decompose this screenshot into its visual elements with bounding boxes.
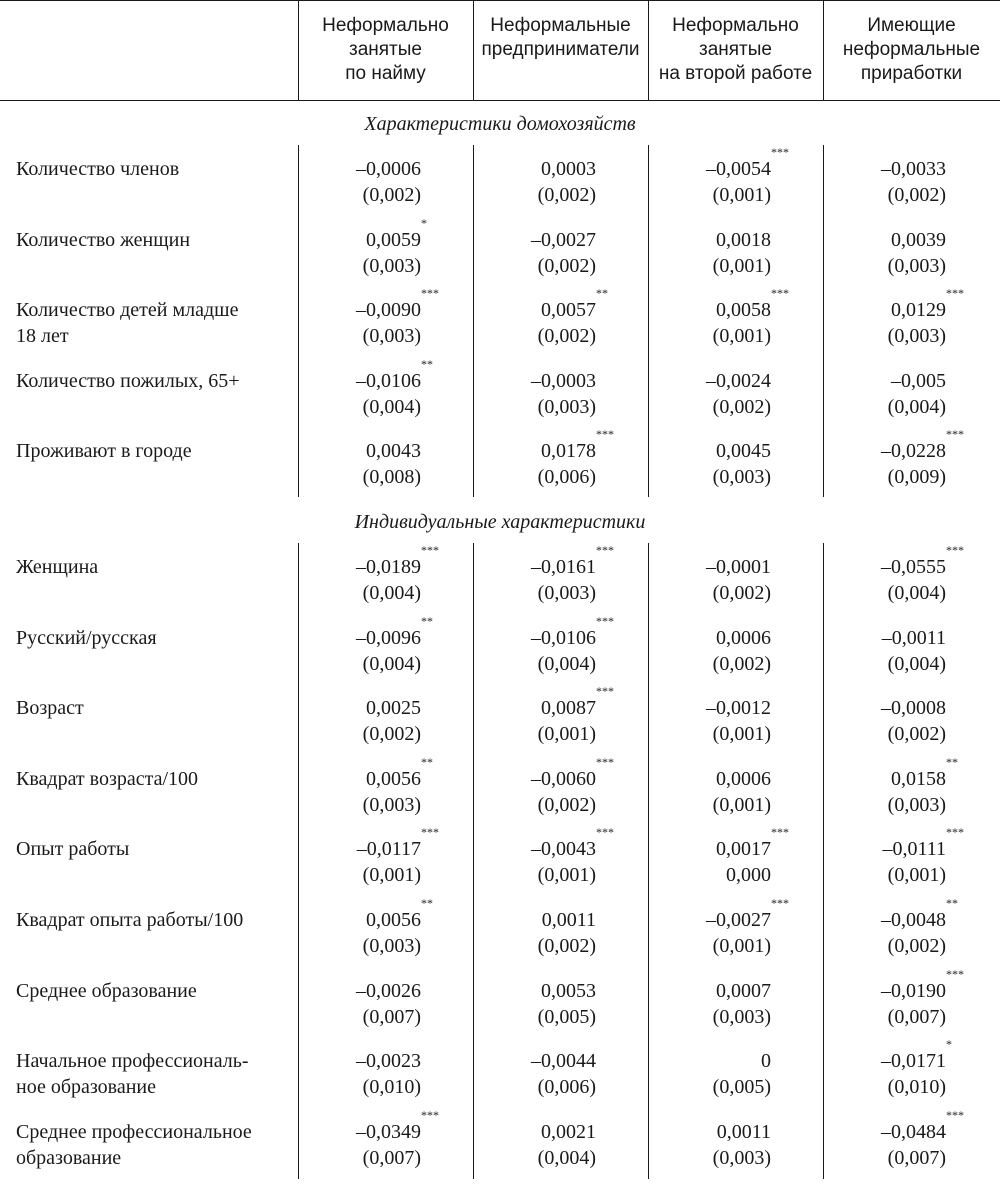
- table-cell: [446, 684, 614, 747]
- table-top-rule: [0, 0, 1000, 1]
- table-row: [0, 216, 1000, 297]
- coefficient-line: [271, 1048, 421, 1074]
- coefficient-value: –0,0006: [356, 158, 421, 180]
- coefficient-line: 0,0129***: [891, 286, 964, 321]
- standard-error-value: (0,003): [362, 255, 421, 277]
- coefficient-value: 0,0129: [891, 299, 946, 321]
- table-cell: [796, 427, 964, 490]
- coefficient-line: [621, 1048, 771, 1074]
- coefficient-value: 0,0025: [366, 697, 421, 719]
- table-cell: [271, 357, 433, 420]
- coefficient-line: [621, 227, 771, 253]
- coefficient-line: [621, 554, 771, 580]
- section-title-individual: Индивидуальные характеристики: [354, 511, 646, 533]
- coefficient-value: 0,0006: [716, 768, 771, 790]
- standard-error-value: (0,010): [887, 1076, 946, 1098]
- coefficient-value: –0,0106: [356, 370, 421, 392]
- table-cell: [796, 543, 964, 606]
- table-cell: [796, 896, 958, 959]
- coefficient-value: 0,0059: [366, 229, 421, 251]
- coefficient-value: –0,0024: [706, 370, 771, 392]
- table-row: [0, 543, 1000, 624]
- standard-error-value: (0,002): [537, 184, 596, 206]
- table-cell: [271, 896, 433, 959]
- table-cell: [796, 695, 946, 747]
- coefficient-value: –0,0111: [882, 838, 946, 860]
- row-label: Женщина: [16, 556, 99, 578]
- standard-error-value: (0,002): [887, 723, 946, 745]
- table-cell: [621, 825, 789, 888]
- coefficient-line: [271, 695, 421, 721]
- coefficient-line: –0,0117***: [356, 825, 439, 860]
- table-cell: [796, 967, 964, 1030]
- coefficient-value: –0,0023: [356, 1050, 421, 1072]
- standard-error-value: (0,003): [362, 325, 421, 347]
- table-cell: [271, 825, 439, 888]
- coefficient-line: [621, 695, 771, 721]
- table-cell: [796, 286, 964, 349]
- standard-error-value: (0,004): [362, 582, 421, 604]
- coefficient-line: –0,0106***: [531, 614, 614, 649]
- coefficient-value: 0,0053: [541, 980, 596, 1002]
- coefficient-value: –0,0001: [706, 556, 771, 578]
- coefficient-line: [621, 1119, 771, 1145]
- standard-error-value: (0,004): [362, 396, 421, 418]
- coefficient-line: –0,0349***: [356, 1108, 439, 1143]
- standard-error-value: (0,007): [887, 1147, 946, 1169]
- standard-error-value: (0,002): [537, 325, 596, 347]
- standard-error-value: (0,004): [537, 1147, 596, 1169]
- coefficient-line: [621, 438, 771, 464]
- coefficient-value: –0,0096: [356, 627, 421, 649]
- standard-error-value: (0,001): [712, 723, 771, 745]
- standard-error-value: (0,003): [887, 325, 946, 347]
- row-label: Русский/русская: [16, 627, 157, 649]
- standard-error-value: (0,006): [537, 1076, 596, 1098]
- standard-error-value: (0,005): [537, 1006, 596, 1028]
- table-cell: [621, 978, 771, 1030]
- standard-error-value: (0,002): [712, 653, 771, 675]
- table-cell: [271, 438, 421, 490]
- table-row: [0, 427, 1000, 508]
- coefficient-value: –0,0044: [531, 1050, 596, 1072]
- table-cell: [621, 145, 789, 208]
- coefficient-line: [796, 625, 946, 651]
- standard-error-value: (0,003): [712, 466, 771, 488]
- coefficient-line: –0,0189***: [356, 543, 439, 578]
- column-header-informal-employees: Неформально занятые по найму: [322, 15, 449, 84]
- coefficient-line: 0,0158**: [891, 755, 958, 790]
- standard-error-value: (0,005): [712, 1076, 771, 1098]
- coefficient-line: [796, 368, 946, 394]
- standard-error-value: (0,004): [887, 396, 946, 418]
- table-cell: [621, 1119, 771, 1171]
- coefficient-value: 0,0017: [716, 838, 771, 860]
- table-row: [0, 614, 1000, 695]
- coefficient-value: –0,0043: [531, 838, 596, 860]
- table-cell: [446, 1119, 596, 1171]
- coefficient-line: [271, 156, 421, 182]
- coefficient-value: 0,0056: [366, 768, 421, 790]
- standard-error-value: (0,004): [362, 653, 421, 675]
- coefficient-value: –0,0060: [531, 768, 596, 790]
- coefficient-value: –0,0026: [356, 980, 421, 1002]
- coefficient-value: 0,0158: [891, 768, 946, 790]
- table-cell: [796, 625, 946, 677]
- table-cell: [446, 755, 614, 818]
- coefficient-line: –0,0054***: [706, 145, 789, 180]
- coefficient-line: [796, 695, 946, 721]
- table-cell: [621, 438, 771, 490]
- standard-error-value: (0,002): [362, 184, 421, 206]
- table-cell: [621, 695, 771, 747]
- standard-error-value: (0,007): [887, 1006, 946, 1028]
- row-label: Количество членов: [16, 158, 180, 180]
- coefficient-value: 0,0087: [541, 697, 596, 719]
- row-label: Количество детей младше 18 лет: [16, 299, 239, 347]
- coefficient-value: 0,0043: [366, 440, 421, 462]
- standard-error-value: (0,001): [362, 864, 421, 886]
- coefficient-value: –0,0027: [531, 229, 596, 251]
- coefficient-value: 0,0003: [541, 158, 596, 180]
- coefficient-value: 0,0058: [716, 299, 771, 321]
- table-cell: [796, 227, 946, 279]
- coefficient-line: 0,0057**: [541, 286, 608, 321]
- coefficient-line: –0,0027***: [706, 896, 789, 931]
- standard-error-value: (0,002): [887, 184, 946, 206]
- coefficient-value: –0,0171: [881, 1050, 946, 1072]
- coefficient-line: [446, 1048, 596, 1074]
- row-label: Квадрат опыта работы/100: [16, 909, 244, 931]
- table-cell: [796, 156, 946, 208]
- coefficient-value: 0,0045: [716, 440, 771, 462]
- standard-error-value: (0,002): [362, 723, 421, 745]
- row-label: Проживают в городе: [16, 440, 192, 462]
- table-cell: [621, 554, 771, 606]
- standard-error-value: (0,006): [537, 466, 596, 488]
- standard-error-value: (0,002): [537, 255, 596, 277]
- standard-error-value: (0,003): [537, 396, 596, 418]
- standard-error-value: 0,000: [726, 864, 771, 886]
- table-cell: [271, 286, 439, 349]
- coefficient-line: 0,0058***: [716, 286, 789, 321]
- standard-error-value: (0,002): [537, 935, 596, 957]
- standard-error-value: (0,001): [712, 325, 771, 347]
- table-row: [0, 1037, 1000, 1118]
- coefficient-line: [446, 368, 596, 394]
- coefficient-line: –0,0190***: [881, 967, 964, 1002]
- standard-error-value: (0,003): [887, 794, 946, 816]
- table-cell: [621, 227, 771, 279]
- coefficient-value: –0,0054: [706, 158, 771, 180]
- row-label: Среднее профессиональное образование: [16, 1121, 252, 1169]
- coefficient-line: –0,0171*: [881, 1037, 952, 1072]
- coefficient-line: –0,0228***: [881, 427, 964, 462]
- coefficient-line: [271, 438, 421, 464]
- coefficient-line: 0,0017***: [716, 825, 789, 860]
- coefficient-value: 0: [761, 1050, 771, 1072]
- standard-error-value: (0,010): [362, 1076, 421, 1098]
- coefficient-value: 0,0006: [716, 627, 771, 649]
- table-cell: [446, 907, 596, 959]
- table-cell: [446, 427, 614, 490]
- table-cell: [271, 543, 439, 606]
- coefficient-value: 0,0018: [716, 229, 771, 251]
- coefficient-value: 0,0039: [891, 229, 946, 251]
- table-cell: [271, 156, 421, 208]
- standard-error-value: (0,002): [712, 582, 771, 604]
- table-cell: [796, 755, 958, 818]
- coefficient-value: –0,0048: [881, 909, 946, 931]
- table-cell: [446, 825, 614, 888]
- coefficient-line: [446, 227, 596, 253]
- table-cell: [271, 695, 421, 747]
- standard-error-value: (0,002): [712, 396, 771, 418]
- coefficient-value: 0,0007: [716, 980, 771, 1002]
- coefficient-line: 0,0087***: [541, 684, 614, 719]
- standard-error-value: (0,004): [887, 582, 946, 604]
- coefficient-value: –0,0189: [356, 556, 421, 578]
- coefficient-value: 0,0056: [366, 909, 421, 931]
- coefficient-value: 0,0011: [716, 1121, 771, 1143]
- standard-error-value: (0,003): [537, 582, 596, 604]
- table-cell: [271, 978, 421, 1030]
- standard-error-value: (0,001): [712, 184, 771, 206]
- row-label: Квадрат возраста/100: [16, 768, 199, 790]
- standard-error-value: (0,003): [712, 1147, 771, 1169]
- standard-error-value: (0,008): [362, 466, 421, 488]
- standard-error-value: (0,002): [537, 794, 596, 816]
- coefficient-line: [446, 907, 596, 933]
- row-label: Количество пожилых, 65+: [16, 370, 240, 392]
- table-cell: [446, 156, 596, 208]
- coefficient-value: –0,0555: [881, 556, 946, 578]
- coefficient-value: –0,005: [891, 370, 946, 392]
- table-cell: [621, 286, 789, 349]
- table-row: [0, 896, 1000, 977]
- coefficient-line: –0,0555***: [881, 543, 964, 578]
- coefficient-value: –0,0011: [881, 627, 946, 649]
- coefficient-value: –0,0106: [531, 627, 596, 649]
- coefficient-value: –0,0484: [881, 1121, 946, 1143]
- table-cell: [621, 1048, 771, 1100]
- row-label: Опыт работы: [16, 838, 130, 860]
- coefficient-value: –0,0027: [706, 909, 771, 931]
- coefficient-value: –0,0003: [531, 370, 596, 392]
- coefficient-value: –0,0161: [531, 556, 596, 578]
- coefficient-line: –0,0060***: [531, 755, 614, 790]
- coefficient-value: –0,0008: [881, 697, 946, 719]
- coefficient-line: –0,0111***: [882, 825, 964, 860]
- table-cell: [271, 1048, 421, 1100]
- coefficient-line: [446, 978, 596, 1004]
- column-header-informal-second-job: Неформально занятые на второй работе: [658, 15, 813, 84]
- table-cell: [446, 543, 614, 606]
- table-cell: [621, 766, 771, 818]
- coefficient-line: 0,0059*: [366, 216, 427, 251]
- column-header-informal-side-earnings: Имеющие неформальные приработки: [842, 15, 981, 84]
- table-cell: [271, 614, 433, 677]
- coefficient-value: –0,0349: [356, 1121, 421, 1143]
- coefficient-line: 0,0178***: [541, 427, 614, 462]
- standard-error-value: (0,004): [887, 653, 946, 675]
- coefficient-line: [621, 978, 771, 1004]
- section-title-household: Характеристики домохозяйств: [364, 113, 636, 135]
- standard-error-value: (0,001): [537, 864, 596, 886]
- table-row: [0, 286, 1000, 367]
- coefficient-line: [621, 766, 771, 792]
- table-cell: [446, 227, 596, 279]
- coefficient-line: [621, 625, 771, 651]
- table-cell: [446, 1048, 596, 1100]
- coefficient-line: 0,0056**: [366, 755, 433, 790]
- table-cell: [271, 216, 427, 279]
- coefficient-value: 0,0021: [541, 1121, 596, 1143]
- table-cell: [446, 614, 614, 677]
- coefficient-value: –0,0090: [356, 299, 421, 321]
- standard-error-value: (0,001): [712, 255, 771, 277]
- table-cell: [271, 1108, 439, 1171]
- coefficient-value: –0,0012: [706, 697, 771, 719]
- table-cell: [446, 978, 596, 1030]
- coefficient-value: 0,0178: [541, 440, 596, 462]
- row-label: Среднее образование: [16, 980, 197, 1002]
- coefficient-line: [796, 227, 946, 253]
- coefficient-value: 0,0057: [541, 299, 596, 321]
- table-row: [0, 825, 1000, 906]
- coefficient-line: –0,0106**: [356, 357, 433, 392]
- coefficient-value: –0,0228: [881, 440, 946, 462]
- standard-error-value: (0,007): [362, 1147, 421, 1169]
- table-cell: [796, 368, 946, 420]
- standard-error-value: (0,002): [887, 935, 946, 957]
- coefficient-line: –0,0096**: [356, 614, 433, 649]
- table-cell: [271, 755, 433, 818]
- table-cell: [621, 896, 789, 959]
- table-row: [0, 357, 1000, 438]
- coefficient-value: 0,0011: [541, 909, 596, 931]
- row-label: Количество женщин: [16, 229, 191, 251]
- coefficient-line: [446, 1119, 596, 1145]
- table-cell: [796, 1037, 952, 1100]
- coefficient-value: –0,0117: [356, 838, 421, 860]
- standard-error-value: (0,003): [712, 1006, 771, 1028]
- table-cell: [796, 825, 964, 888]
- row-label: Начальное профессиональ- ное образование: [16, 1050, 249, 1098]
- column-header-informal-entrepreneurs: Неформальные предприниматели: [481, 15, 640, 60]
- standard-error-value: (0,001): [712, 935, 771, 957]
- table-cell: [796, 1108, 964, 1171]
- coefficient-line: [796, 156, 946, 182]
- standard-error-value: (0,004): [537, 653, 596, 675]
- coefficient-line: –0,0048**: [881, 896, 958, 931]
- table-cell: [621, 368, 771, 420]
- coefficient-line: [271, 978, 421, 1004]
- coefficient-line: [446, 156, 596, 182]
- coefficient-line: [621, 368, 771, 394]
- coefficient-value: –0,0033: [881, 158, 946, 180]
- coefficient-line: 0,0056**: [366, 896, 433, 931]
- standard-error-value: (0,003): [887, 255, 946, 277]
- coefficient-line: –0,0090***: [356, 286, 439, 321]
- table-row: [0, 967, 1000, 1048]
- standard-error-value: (0,007): [362, 1006, 421, 1028]
- table-cell: [446, 286, 608, 349]
- standard-error-value: (0,003): [362, 935, 421, 957]
- coefficient-line: –0,0484***: [881, 1108, 964, 1143]
- standard-error-value: (0,001): [712, 794, 771, 816]
- standard-error-value: (0,003): [362, 794, 421, 816]
- table-row: [0, 145, 1000, 226]
- header-bottom-rule: [0, 100, 1000, 101]
- row-label: Возраст: [16, 697, 84, 719]
- standard-error-value: (0,001): [537, 723, 596, 745]
- table-row: [0, 684, 1000, 765]
- standard-error-value: (0,001): [887, 864, 946, 886]
- coefficient-value: –0,0190: [881, 980, 946, 1002]
- standard-error-value: (0,009): [887, 466, 946, 488]
- table-row: [0, 755, 1000, 836]
- table-cell: [621, 625, 771, 677]
- table-cell: [446, 368, 596, 420]
- coefficient-line: –0,0043***: [531, 825, 614, 860]
- coefficient-line: –0,0161***: [531, 543, 614, 578]
